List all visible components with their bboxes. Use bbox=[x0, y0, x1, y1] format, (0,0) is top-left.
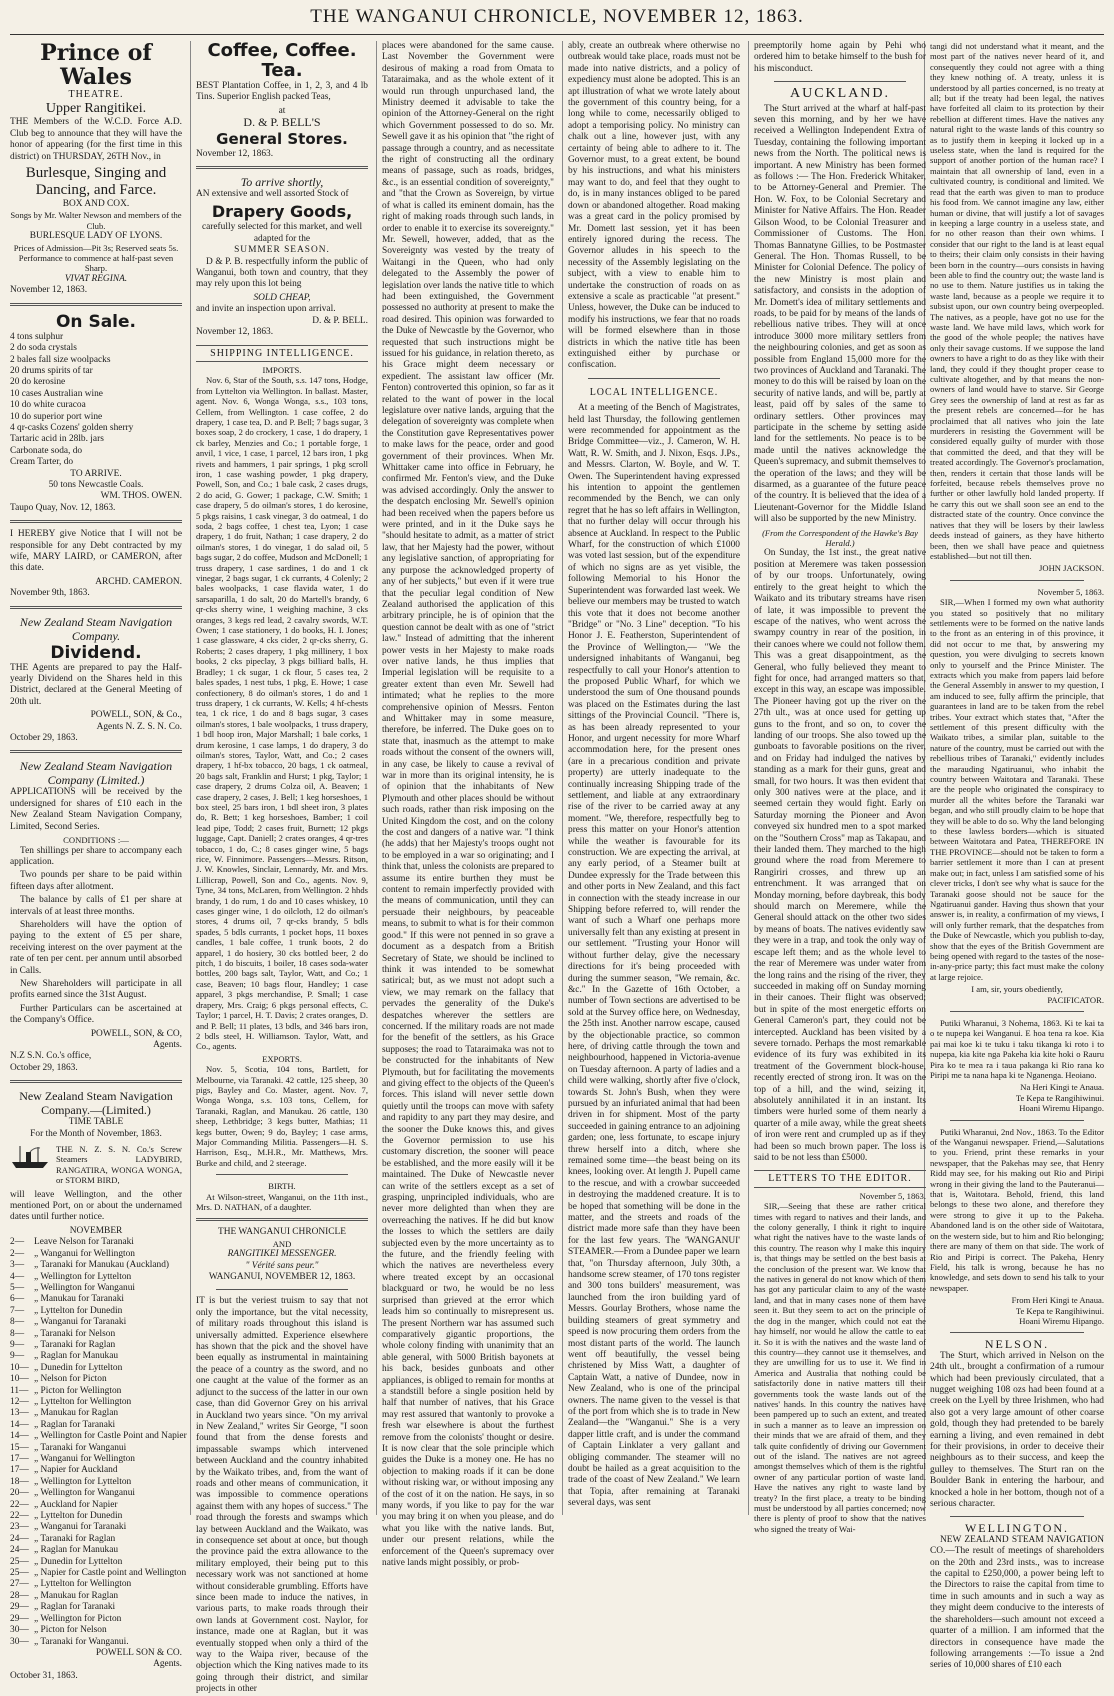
arrive-season: SUMMER SEASON. bbox=[234, 245, 330, 256]
timetable-date: 15— bbox=[10, 1442, 29, 1453]
timetable-intro bbox=[10, 1144, 182, 1186]
timetable-row bbox=[10, 1249, 182, 1260]
timetable-row bbox=[10, 1374, 182, 1385]
maori-sign-a: Na Heri Kingi te Anaua. bbox=[1020, 1082, 1104, 1093]
timetable-row bbox=[10, 1534, 182, 1545]
timetable-date: 27— bbox=[10, 1579, 29, 1590]
timetable-date: 17— bbox=[10, 1465, 29, 1476]
arrive-date: November 12, 1863. bbox=[196, 327, 274, 338]
timetable-date: 18— bbox=[10, 1476, 29, 1487]
topia-end: preemptorily home again by Pehi who ordered him to betake himself to the bush for his misconduct. bbox=[754, 41, 926, 74]
timetable-row bbox=[10, 1625, 182, 1636]
theatre-motto: VIVAT REGINA. bbox=[64, 273, 128, 284]
tt-title: TIME TABLE bbox=[68, 1117, 124, 1128]
timetable-date: 12— bbox=[10, 1396, 29, 1407]
nz2-p1: Ten shillings per share to accompany each application. bbox=[10, 845, 182, 867]
leader-continued: places were abandoned for the same cause. Last November the Government were desirous of making a road from Omata to Tataraimaka, and as the whole extent of it would run through unpurchased land, the Ministry deemed it advisable to take the opinion of the Attorney-General on the right which Government possessed to do so. Mr. Sewell gave it as his opinion that "the right of passage through a country, and as necessitate the right of constructing all the ordinary means of passage, such as roads, bridges, &c., is an essential condition of sovereignty," and "that the Crown as Sovereign, by virtue of what is called its eminent domain, has the right of making roads through such lands, in order to enable it to exercise its sovereignty." Mr. Sewell, however, added, that as the Sovereignty was vested by the treaty of Waitangi in the Queen, who had only delegated to the Assembly the power of legislation over lands the native title to which had been extinguished, the Government possessed no authority at present to make the road desired. This opinion was forwarded to the Duke of Newcastle by the Governor, who requested that such instructions might be issued for his guidance, in relation thereto, as his Grace might deem necessary or expedient. The assistant law officer (Mr. Fenton) controverted this opinion, so far as it related to the want of power in the local legislature over native lands, arguing that the delegation of sovereignty was complete when the Constitution gave Representatives power to make laws for the peace, order and good government of their provinces. When Mr. Whittaker came into office in February, he confirmed Mr. Fenton's view, and the Duke was advised accordingly. Only the answer to the despatch enclosing Mr. Sewell's opinion had been received when the papers before us were printed, and in it the Duke says he "should hesitate to admit, as a matter of strict law, that her Majesty had the power, without any legislative sanction, of appropriating for any purpose the acknowledged property of any of her subjects," but even if it were true that the peculiar legal condition of New Zealand authorised the application of this arbitrary principle, he is of opinion that the question cannot be dealt with as one of "strict law." Instead of admitting that the inherent power vests in her Majesty to make roads over native lands, he thus implies that Imperial legislation will be requisite to a greater extent than even Mr. Sewell had intimated; what he replies to the more comprehensive opinion of Messrs. Fenton and Whittaker may in some measure, therefore, be inferred. The Duke goes on to state that, inasmuch as the attempt to make roads without the consent of the owners will, in any case, be likely to cause a revival of war in more than its original intensity, he is of opinion that the inhabitants of New Plymouth and other places should be without such roads, rather than risk imposing on the United Kingdom the cost, and on the colony the cost and dangers of a native war. "I think (he adds) that her Majesty's troops ought not to be employed in a war so originating; and I think that, unless the colonists are prepared to assume its entire burthen they must be content to remain imperfectly provided with the means of communication, until they can persuade their neighbours, by peaceable means, to submit to what is for their common good." If this were not penned in so grave a document as a despatch from a British Secretary of State, we should be inclined to think it was intended to be somewhat satirical; but, as we must not adopt such a view, we may remark on the fallacy that pervades the generality of the Duke's despatches wherever the settlers are concerned. If the military roads are not made for the benefit of the settlers, as his Grace supposes; the road to Tataraimaka was not to be constructed for the inhabitants of New Plymouth, but for facilitating the movements and giving effect to the objects of the Queen's forces. This island will never settle down quietly until the troops can move with safety and rapidity to any part they may desire, and the sooner the Duke knows this, and gives the Governor permission to use his customary discretion, the sooner will peace be established, and the more easily will it be maintained. The Duke of Newcastle never can write of the settlers except as a set of grasping, unprincipled individuals, who are never more delighted than when they are overreaching the natives. If he did but know the losses to which the settlers are daily subjected even by the more uncertainty as to the future, and the friendly feeling with which the natives are nevertheless every where treated except by an occasional blackguard or two, he would be no less surprised than grieved at the error which leads him so continually to misrepresent us. The present Northern war has assumed such comparatively gigantic proportions, the whole colony finding with unanimity that an able general, with 5000 British bayonets at his back, besides gunboats and other appliances, is obliged to remain for months at a standstill before a single position held by half that number of natives, that his Grace may rest assured that wantonly to provoke a fresh war elsewhere is about the furthest remove from the colonists' thought or desire. It is now clear that the sole principle which guides the Duke is a money one. He has no objection to making roads if it can be done without risking war, or without imposing any of the cost of it on the nation. He says, in so many words, if you like to pay for the war you may bring it on when you please, and do what you like with the native lands. But, under our present relations, while the enforcement of the Queen's supremacy over native lands might possibly, or prob- bbox=[382, 41, 554, 1569]
nz1-body: THE Agents are prepared to pay the Half-yearly Dividend on the Shares held in this District, declared at the General Meeting of 20th ult. bbox=[10, 662, 182, 707]
tt-intro: will leave Wellington, and the other mentioned Port, on or about the undernamed dates until further notice. bbox=[10, 1189, 182, 1223]
maori-sign-c: Hoani Wiremu Hipango. bbox=[1019, 1103, 1104, 1114]
notice-body: I HEREBY give Notice that I will not be responsible for any Debt contracted by my wife, MARY LAIRD, or CAMERON, after this date. bbox=[10, 529, 182, 574]
timetable-route: „ Lyttelton for Dunedin bbox=[34, 1511, 123, 1522]
timetable-row bbox=[10, 1363, 182, 1374]
timetable-row bbox=[10, 1306, 182, 1317]
nz2-p5: New Shareholders will participate in all profits earned since the 31st August. bbox=[10, 978, 182, 1001]
tt-month-hd: NOVEMBER bbox=[69, 1225, 123, 1236]
nelson-hd: NELSON. bbox=[984, 1337, 1050, 1352]
paper-title: THE WANGANUI CHRONICLE bbox=[218, 1227, 346, 1238]
timetable-row bbox=[10, 1237, 182, 1248]
timetable-date: 25— bbox=[10, 1556, 29, 1567]
timetable-date: 30— bbox=[10, 1625, 29, 1636]
notice-date: November 9th, 1863. bbox=[10, 588, 90, 599]
timetable-row bbox=[10, 1283, 182, 1294]
timetable-row bbox=[10, 1591, 182, 1602]
column-1 bbox=[10, 40, 187, 1681]
nz1-date: October 29, 1863. bbox=[10, 733, 78, 744]
tt-signer: POWELL SON & CO. bbox=[95, 1647, 182, 1658]
maori-letter: Putiki Wharanui, 3 Nohema, 1863. Ki te kai ta o te nupepa kei Wanganui. E hoa tena ra koe. Kia pai mai koe ki te tuku i taku tikanga ki roto i to nupepa, kia kite nga Pakeha kia kite hoki o Rauru Pira ko te mea ra i taua pakanga ki Rio rana ko Piripi me ta nana hapa ki te Nganenga. Heoiano. bbox=[930, 1017, 1104, 1080]
auckland-text: The Sturt arrived at the wharf at half-past seven this morning, and by her we have received a Wellington Independent Extra of Tuesday, containing the following important news from the North. The political news is important. A new Ministry has been formed as follows :— The Hon. Frederick Whitaker, to be Attorney-General and Premier. The Hon. W. Fox, to be Colonial Secretary and Minister for Native Affairs. The Hon. Reader Gilson Wood, to be Colonial Treasurer and Commissioner of Customs. The Hon. Thomas Bannatyne Gillies, to be Postmaster General. The Hon. Thomas Russell, to be Minister for Colonial Defence. The policy of the new Ministry is most plain and satisfactory, and consists in the adoption of Mr. Domett's idea of military settlements and roads, to be paid for by means of the lands of rebellious native tribes. They will at once introduce 3000 more military settlers from the neighbouring colonies, and get as soon as possible from England 15,000 more for the two provinces of Auckland and Taranaki. The money to do this will be raised by loan on the security of native lands, and will be, partly at least, paid off by sales of the same to ordinary settlers. Other provinces may participate in the scheme by setting aside land for the settlements. No peace is to be made until the natives acknowledge the Queen's supremacy, and submit themselves to the operation of the laws; and they will be disarmed, as a guarantee of the future peace of the country. It is believed that the idea of a Lieutenant-Governor for the Middle Island will also be supported by the new Ministry. bbox=[754, 103, 926, 525]
wellington-text: NEW ZEALAND STEAM NAVIGATION CO.—The result of meetings of shareholders on the 20th and 23rd insts., was to increase the capital to £250,000, a power being left to the Directors to raise the capital from time to time in such amounts and in such a way as they might deem conducive to the interests of the shareholders—such amount not exceed a quarter of a million. I am informed that the directors in consequence have made the following arrangements :—To issue a 2nd series of 10,000 shares of £10 each bbox=[930, 1534, 1104, 1671]
timetable-route: „ Raglan for Taranaki bbox=[34, 1419, 116, 1430]
list-item: 2 do soda crystals bbox=[10, 343, 77, 354]
timetable-row bbox=[10, 1340, 182, 1351]
list-item: 10 cases Australian wine bbox=[10, 388, 103, 399]
wellington-hd: WELLINGTON. bbox=[964, 1521, 1070, 1536]
timetable-row bbox=[10, 1431, 187, 1442]
letters-hd: LETTERS TO THE EDITOR. bbox=[754, 1170, 926, 1187]
timetable-route: „ Taranaki for Wanganui bbox=[34, 1442, 127, 1453]
timetable-route: „ Lyttelton for Wellington bbox=[34, 1396, 132, 1407]
theatre-title: Prince of Wales bbox=[40, 40, 152, 90]
timetable-date: 10— bbox=[10, 1362, 29, 1373]
timetable-route: „ Wellington for Wanganui bbox=[34, 1282, 135, 1293]
timetable-row bbox=[10, 1545, 182, 1556]
timetable-date: 30— bbox=[10, 1636, 29, 1647]
letter-date: November 5, 1863. bbox=[859, 1190, 926, 1201]
nz2-title: New Zealand Steam Navigation Company (Limited.) bbox=[19, 759, 173, 788]
timetable-row bbox=[10, 1397, 182, 1408]
list-item: 2 bales fall size woolpacks bbox=[10, 354, 111, 365]
timetable-route: „ Taranaki for Raglan bbox=[34, 1533, 116, 1544]
steamship-icon bbox=[10, 1144, 50, 1170]
hawkes-hd: (From the Correspondent of the Hawke's Bay Herald.) bbox=[762, 527, 918, 549]
nz3-title: New Zealand Steam Navigation Company.—(Limited.) bbox=[19, 1089, 173, 1118]
leader-end: ably, create an outbreak where otherwise no outbreak would take place, roads must not be made into native districts, and a policy of expediency must alone be adopted. This is an apt illustration of what we wrote lately about the government of this country being, for a long while to come, necessarily obliged to adopt a temporising policy. No ministry can chalk out a line, however just, with any certainty of being able to adhere to it. The Governor must, to a great extent, be bound by his instructions, and what his ministers may want to do, and feel that they ought to do, is in many instances obliged to be pared down or abandoned altogether. Road making was a great card in the policy promised by Mr. Domett last session, yet it has been entirely ignored during the recess. The Governor alludes in his speech to the necessity of the Assembly legislating on the subject, with a view to enable him to undertake the construction of roads on as extensive a scale as practicable "at present." Unless, however, the Duke can be induced to modify his instructions, we fear that no roads will be formed elsewhere than in those districts in which the native title has been extinguished either by purchase or confiscation. bbox=[568, 41, 740, 371]
timetable-date: 9— bbox=[10, 1351, 25, 1362]
column-2 bbox=[196, 40, 368, 1695]
timetable-row bbox=[10, 1294, 182, 1305]
timetable-row bbox=[10, 1420, 182, 1431]
leader-text: IT is but the veriest truism to say that not only the importance, but the vital necessity, of military roads throughout this island is universally admitted. Experience elsewhere has shown that the pick and the shovel have been equally as instrumental in maintaining the peace of a country as the sword, and no one caught at the value of the former as an adjunct to the success of the latter in our own case, than did Governor Grey on his arrival in Auckland two years since. "On my arrival in New Zealand," writes Sir George, "I soon found that from the dense forests and impassable swamps which intervened between Auckland and the country inhabited by the Waikato tribes, and, from the want of roads and other means of communication, it was impossible to commence operations against them with any hopes of success." The road through the forests and swamps which lay between Auckland and the Waikato, was in consequence set about at once, but though the province paid the extra allowance to the military employed, their being put to this necessary work was not sanctioned at home without considerable grumbling. Efforts have since been made to induce the natives, in various parts, to make roads through their own lands at Government cost. Naylor, for instance, made one at Raglan, but it was eventually stopped when only a third of the way to the Waipa river, because of the objection which the King natives made to its going through their district, and similar projects in other bbox=[196, 1296, 368, 1695]
timetable bbox=[10, 1237, 187, 1648]
nz2-p4: Shareholders will have the option of paying to the extent of £5 per share, receiving interest on the over payment at the rate of ten per cent. per annum until absorbed in Calls. bbox=[10, 919, 182, 976]
timetable-route: „ Lyttelton for Dunedin bbox=[34, 1305, 123, 1316]
tt-ships: THE N. Z. S. N. Co.'s Screw Steamers LADYBIRD, RANGATIRA, WONGA WONGA, or STORM BIRD, bbox=[56, 1144, 182, 1186]
translation-sign-c: Hoani Wiremu Hipango. bbox=[1019, 1315, 1104, 1326]
timetable-date: 10— bbox=[10, 1374, 29, 1385]
timetable-row bbox=[10, 1511, 182, 1522]
timetable-route: „ Dunedin for Lyttelton bbox=[34, 1362, 123, 1373]
nz2-body: APPLICATIONS will be received by the undersigned for shares of £10 each in the New Zealand Steam Navigation Company, Limited, Second Series. bbox=[10, 787, 182, 832]
list-item: Tartaric acid in 28lb. jars bbox=[10, 434, 104, 445]
shipping-title: SHIPPING INTELLIGENCE. bbox=[196, 345, 368, 362]
timetable-row bbox=[10, 1351, 182, 1362]
coffee-title: Coffee, Coffee. Tea. bbox=[207, 40, 357, 81]
timetable-row bbox=[10, 1386, 182, 1397]
nz2-p2: Two pounds per share to be paid within fifteen days after allotment. bbox=[10, 870, 182, 892]
column-6 bbox=[930, 41, 1104, 1671]
nz2-date: October 29, 1863. bbox=[10, 1062, 78, 1073]
timetable-row bbox=[10, 1329, 182, 1340]
timetable-date: 22— bbox=[10, 1499, 29, 1510]
timetable-route: „ Auckland for Napier bbox=[34, 1499, 118, 1510]
timetable-date: 5— bbox=[10, 1282, 25, 1293]
arrive-body3: D & P. B. respectfully inform the public of Wanganui, both town and country, that they may rely upon this lot being bbox=[196, 256, 368, 290]
timetable-route: „ Raglan for Manukau bbox=[34, 1351, 119, 1362]
tt-agents: Agents. bbox=[153, 1659, 182, 1670]
timetable-row bbox=[10, 1477, 182, 1488]
timetable-route: „ Taranaki for Nelson bbox=[34, 1328, 116, 1339]
list-item: 20 do kerosine bbox=[10, 377, 66, 388]
arrive-body: AN extensive and well assorted Stock of bbox=[196, 189, 349, 200]
sale-list bbox=[10, 332, 182, 469]
timetable-row bbox=[10, 1408, 182, 1419]
timetable-row bbox=[10, 1272, 182, 1283]
timetable-row bbox=[10, 1602, 182, 1613]
timetable-row bbox=[10, 1568, 187, 1579]
column-3 bbox=[382, 41, 554, 1569]
auckland-hd: AUCKLAND. bbox=[789, 86, 891, 102]
list-item: Cream Tarter, do bbox=[10, 457, 74, 468]
timetable-row bbox=[10, 1614, 182, 1625]
letter-text: SIR,—Seeing that these are rather critical times with regard to natives and their lands, and the colony generally, I think it right to inquire what right the natives have to the waste lands of this country. The reason why I make this inquiry is, that things may be settled on the best basis at the conclusion of the present war. We know that the natives in general do not know which of them has got any particular claim to any of the waste land, and that in many cases none of them have seen it. But they seem to act on the principle of the dog in the manger, which could not eat the hay himself, nor would he allow the cattle to eat it. So it is with the natives and the waste land of this country—they cannot use it themselves, and they are unwilling for us to use it. We find in America and Australia that nothing could be satisfactorily done in native matters till their governments took the waste lands out of the natives' hands. In this country the natives have been pampered up to such an extent, and treated in such a manner as to leave an impression on their minds that we are afraid of them, and they talk quite confidently of driving our Government out of the island. The natives are not agreed amongst themselves which of them is the rightful owner of any particular portion of waste land. Have the natives any right to waste land by treaty? In the first place, a treaty to be binding must be understood by all parties concerned; now there is plenty of proof to show that the natives who signed the treaty of Wai- bbox=[754, 1201, 926, 1534]
timetable-row bbox=[10, 1522, 182, 1533]
list-item: Carbonate soda, do bbox=[10, 445, 83, 456]
arrive-body4: and invite an inspection upon arrival. bbox=[196, 304, 336, 315]
exports-hd: EXPORTS. bbox=[262, 1053, 302, 1064]
nz2-p3: The balance by calls of £1 per share at intervals of at least three months. bbox=[10, 895, 182, 917]
timetable-route: „ Taranaki for Raglan bbox=[34, 1339, 116, 1350]
timetable-route: Leave Nelson for Taranaki bbox=[34, 1237, 134, 1248]
coffee-at: at bbox=[278, 105, 286, 116]
theatre-body: THE Members of the W.C.D. Force A.D. Club beg to announce that they will have the honor of appearing (for the first time in this district) on THURSDAY, 26TH Nov., in bbox=[10, 117, 182, 162]
theatre-box: BOX AND COX. bbox=[62, 199, 130, 210]
timetable-row bbox=[10, 1260, 182, 1271]
timetable-route: „ Wanganui for Wellington bbox=[34, 1454, 135, 1464]
timetable-route: „ Taranaki for Wanganui. bbox=[34, 1636, 129, 1647]
nz2-agents: Agents. bbox=[153, 1040, 182, 1050]
timetable-date: 28— bbox=[10, 1590, 29, 1601]
timetable-date: 25— bbox=[10, 1568, 29, 1579]
list-item: 4 qr-casks Cozens' golden sherry bbox=[10, 422, 134, 433]
timetable-route: „ Wanganui for Taranaki bbox=[34, 1522, 127, 1533]
nz2-cond: CONDITIONS :— bbox=[63, 835, 129, 846]
maori-sign-b: Te Kepa te Rangihiwinui. bbox=[1015, 1092, 1104, 1103]
coffee-date: November 12, 1863. bbox=[196, 148, 274, 159]
timetable-route: „ Nelson for Picton bbox=[34, 1374, 107, 1385]
nelson-text: The Sturt, which arrived in Nelson on the 24th ult., brought a confirmation of a rumour which had been previously circulated, that a nugget weighing 108 ozs had been found at a creek on the Lyell by three Irishmen, who had also got a very large amount of other coarse gold, though they had pretended to be barely earning a living, and even remained in debt for their provisions, in order to deceive their neighbours as to their success, and keep the gulley to themselves. The Sturt ran on the Boulder Bank in entering the harbour, and knocked a hole in her bottom, though not of a serious character. bbox=[930, 1350, 1104, 1510]
sale-date: Taupo Quay, Nov. 12, 1863. bbox=[10, 502, 116, 513]
coffee-firm: D. & P. BELL'S bbox=[243, 115, 321, 130]
coffee-store: General Stores. bbox=[216, 129, 348, 148]
timetable-date: 29— bbox=[10, 1613, 29, 1624]
timetable-date: 4— bbox=[10, 1271, 25, 1282]
local-text: At a meeting of the Bench of Magistrates, held last Thursday, the following gentlemen were recommended for appointment as the Bridge Committee—viz., J. Cameron, W. H. Watt, R. W. Smith, and J. Nixon, Esqs. J.Ps., and Messrs. Clarton, W. Boyle, and W. T. Owen. The Superintendent having expressed his intention to appoint the gentlemen recommended by the Bench, we can only regret that he has so left affairs in Wellington, that no further delay will occur through his absence at Auckland. In respect to the Public Wharf, for the construction of which £1000 was voted last session, but of the expenditure of which no signs are as yet visible, the following Memorial to his Honor the Superintendent was forwarded last week. We believe our members may be trusted to watch this vote that it does not become another "Bridge" or "No. 3 Line" deception. "To his Honor J. E. Featherston, Superintendent of the Province of Wellington,— "We the undersigned inhabitants of Wanganui, beg respectfully to call your Honor's attention to the proposed Public Wharf, for which we understood the sum of One thousand pounds was placed on the Estimates during the last sittings of the Provincial Council. "There is, as has been already represented to your Honor, and urgent necessity for more Wharf accommodation here, for the present ones (are in a precarious condition and private property) are utterly inadequate to the continually increasing Shipping trade of the settlement, and liable at any extraordinary rise of the river to be carried away at any moment. "We, therefore, respectfully beg to press this matter on your Honor's attention while the weather is favourable for its construction. We are expecting the arrival, at any early period, of a Steamer built at Dundee expressly for the Trade between this and other ports in New Zealand, and this fact in connection with the steady increase in our Shipping before referred to, will render the want of such a Wharf one perhaps more universally felt than any existing at present in our settlement. "Trusting your Honor will without further delay, give the necessary directions for it's being proceeded with during the summer season, "We remain, &c. &c." In the Gazette of 16th October, a number of Town sections are advertised to be sold at the Survey office here, on Wednesday, the 25th inst. Another narrow escape, caused by the objectionable practice, so common here, of driving cattle through the town and neighbourhood, happened in Victoria-avenue on Tuesday afternoon. A party of ladies and a child were walking, shortly after five o'clock, towards St. John's Bush, when they were pursued by an infuriated animal that had been driven in for shipment. Most of the party succeeded in gaining entrance to an adjoining garden; one, less fortunate, to escape injury threw herself into a ditch, where she remained some time—the beast being on its knees, looking over. At length J. Pupell came to the rescue, and with a crowbar succeeded in destroying the maddened creature. It is to be hoped that something will be done in the matter, and the streets and roads of the district made more safe than they have been for the last few years. The 'WANGANUI' STEAMER.—From a Dundee paper we learn that, "on Thursday afternoon, July 30th, a handsome screw steamer, of 170 tons register and 300 tons builders' measurement, was launched from the iron building yard of Messrs. Gourlay Brothers, whose name the building steamers of great symmetry and speed is now procuring them orders from the most distant parts of the world. The launch went off beautifully, the vessel being christened by Miss Watt, a daughter of Captain Watt, a native of Dundee, now in New Zealand, who is one of the principal owners. The name given to the vessel is that of the port from which she is to trade in New Zealand—the "Wanganui." She is a very dapper little craft, and is under the command of Captain Linklater a very gallant and obliging commander. The steamer will no doubt be hailed as a great acquisition to the trade of the coast of New Zealand." We learn that Topia, after remaining at Taranaki several days, was sent bbox=[568, 403, 740, 1509]
timetable-date: 3— bbox=[10, 1260, 25, 1271]
column-5 bbox=[754, 41, 926, 1534]
list-item: 20 drums spirits of tar bbox=[10, 365, 93, 376]
sale-coals: 50 tons Newcastle Coals. bbox=[48, 479, 144, 490]
timetable-date: 29— bbox=[10, 1602, 29, 1613]
timetable-date: 14— bbox=[10, 1419, 29, 1430]
letter-continued: tangi did not understand what it meant, and the most part of the natives never heard of it, and consequently they could not agree with a thing they knew nothing of. A treaty, unless it is understood by all parties concerned, is no treaty at all; but if the treaty had been legal, the natives have forfeited all claim to its protection by their rebellion at different times. Have the natives any natural right to the waste lands of this country so as to justify them in keeping it locked up in a useless state, when the land is required for the support of another portion of the human race? I maintain that all ownership of land, even in a cultivated country, is conditional and limited. We read that the earth was given to man to produce his food from. We cannot imagine any law, either human or divine, that will justify a lot of savages in keeping a large country in a useless state, and for no other reason than their own whims. I consider that our right to the land is at least equal to theirs; their claim only consists in their having been born in the country—ours consists in having been able to find the country out; the waste land is no use to them. Nature justifies us in taking the waste land, because as a people we require it to subsist upon, our own country being overpeopled. The natives, as a people, have got no use for the waste land. We have mild laws, which work for the good of the whole people; the natives have only their savage customs. If we suppose the land owners to have a right to do as they like with their land, they could if they thought proper cease to cultivate altogether, and by that means the non-owners of land would have to starve. Sir George Grey sees the ownership of land at rest as far as the present rebels are concerned—for he has proclaimed that all natives who join the late murderers in resisting the Government will be considered equally guilty of murder with those that committed the deed, and that they will be treated accordingly. The Governor's proclamation, then, renders it certain that those lands will be forfeited, because rebels themselves prove no further or other lawfully hold landed property. If he carry this out we shall soon see an end to the distracted state of the country. Once convince the natives that they will be losers by their lawless deeds instead of gainers, as they have hitherto been, then we shall have peace and quietness established—but not till then. bbox=[930, 41, 1104, 561]
timetable-route: „ Wellington for Lyttelton bbox=[34, 1271, 132, 1282]
timetable-date: 8— bbox=[10, 1317, 25, 1328]
timetable-row bbox=[10, 1500, 182, 1511]
arrive-sold: SOLD CHEAP, bbox=[253, 292, 311, 303]
nz2-office: N.Z S.N. Co.'s office, bbox=[10, 1051, 92, 1062]
nz2-p6: Further Particulars can be ascertained at the Company's Office. bbox=[10, 1003, 182, 1026]
nz1-dividend: Dividend. bbox=[50, 642, 142, 663]
timetable-date: 20— bbox=[10, 1488, 29, 1499]
theatre-burlesque: BURLESQUE LADY OF LYONS. bbox=[29, 231, 163, 242]
exports-text: Nov. 5, Scotia, 104 tons, Bartlett, for Melbourne, via Taranaki. 42 cattle, 125 sheep, 30 pigs, Bayley and Co. Master, agent. Nov. 7, Wonga Wonga, s.s. 103 tons, Cellem, for Taranaki, Raglan, and Manukau. 26 cattle, 130 sheep, Lethbridge; 3 kegs butter, Mathias; 11 kegs butter, Owen; 9 do, Bayley; 1 case arms, Major Commanding Militia. Passengers—H. S. Harrison, Esq., M.H.R., Mr. Matthews, Mrs. Burke and child, and 2 steerage. bbox=[196, 1064, 368, 1168]
timetable-date: 24— bbox=[10, 1533, 29, 1544]
list-item: 10 do white curacoa bbox=[10, 400, 86, 411]
timetable-date: 22— bbox=[10, 1511, 29, 1522]
timetable-route: „ Napier for Castle point and Wellington bbox=[34, 1568, 187, 1579]
timetable-date: 17— bbox=[10, 1454, 29, 1464]
nz1-agents: Agents N. Z. S. N. Co. bbox=[96, 721, 182, 732]
timetable-row bbox=[10, 1443, 182, 1454]
imports-text: Nov. 6, Star of the South, s.s. 147 tons, Hodge, from Lyttelton via Wellington. In ballast. Master, agent. Nov. 6, Wonga Wonga, s.s., 103 tons, Cellem, from Wellington. 1 case coffee, 2 do drapery, 1 case tea, D. and P. Bell; 7 bags sugar, 3 boxes soap, 2 do crockery, 1 case, 1 do drapery, 1 ck barley, Menzies and Co.; 1 portable forge, 1 anvil, 1 vice, 1 case, 1 parcel, 12 bars iron, 1 pkg rivets and hammers, 1 pair springs, 1 pkg scroll iron, 1 case washing powder, 1 pkg drapery, Powell, Son, and Co.; 1 bale cask, 2 cases drugs, 2 do acid, G. Gower; 1 package, C.W. Smith; 1 case drapery, 5 do oilman's stores, 1 do kerosine, 5 pkgs raisins, 1 cask vinegar, 3 do oatmeal, 1 do soda, 2 bags coffee, 1 chest tea, Lyon; 1 case drapery, 1 do fruit, Nathan; 1 case drapery, 2 do oilman's stores, 1 do vinegar, 1 do salad oil, 5 bags sugar, 2 do coffee, Mudson and McDonell; 1 truss drapery, 1 case sardines, 1 do and 1 ck vinegar, 2 bags sugar, 1 ck currants, 4 Colenly; 2 bales woolpacks, 1 case flavida water, 1 do sarsaparilla, 1 do salt, 20 do Martell's brandy, 6 qr-cks sherry wine, 1 weighing machine, 3 cks oranges, 3 kegs red lead, 2 cavalry swords, W.T. Owen; 1 case stationery, 1 do books, H. I. Jones; 1 case glassware, 4 cks cider, 2 qr-cks sherry, G. Roberts; 2 cases drapery, 1 pkg millinery, 1 box books, 2 cks pipeclay, 3 pkgs billiard balls, H. Bradley; 1 ck sugar, 1 ck flour, 5 cases tea, 2 bales spades, 1 nest tubs, 1 pkg, E. Howe; 1 case confectionery, 8 do oilman's stores, 1 do and 1 truss drapery, 1 ck currants, W. Kells; 4 hf-chests tea, 1 ck rice, 1 do and 8 bags sugar, 3 cases oilman's stores, 1 bale woolpacks, 1 truss drapery, 1 bdl hoop iron, Major Marshall; 1 bale corks, 1 drum kerosine, 1 case lamps, 1 do drapery, 3 do oilman's stores, Taylor, Watt, and Co.; 2 cases drapery, 1 hf-bx tobacco, 20 bags, 1 ck oatmeal, 20 bags salt, Franklin and Hurst; 1 pkg, Taylor; 1 case drapery, 2 drums Colza oil, A. Beaven; 1 case drapery, 2 cases, J. Bell; 1 keg horseshoes, 1 box steel, 25 bars iron, 1 bdl sheet iron, 3 plates do, R. Bett; 1 keg horseshoes, Bamber; 1 coil lead pipe, Todd; 2 cases fruit, Burnett; 12 pkgs luggage, Capt. Daniell; 2 crates oranges, 4 qr-tres tobacco, 1 do, C.; 8 cases ginger wine, 5 bags rice, W. Finnimore. Passengers—Messrs. Ritson, J. W. Knowles, Sinclair, Lennardy, Mr. and Mrs. Lillicrap, Powell, Son and Co., agents. Nov. 9, Tyne, 34 tons, McLaren, from Wellington. 2 hhds brandy, 1 do rum, 1 do and 10 cases whiskey, 10 cases ginger wine, 1 do oilcloth, 12 do oilman's stores, 4 drums oil, 7 qr-cks brandy, 5 bdls spades, 5 bdls currants, 1 pocket hops, 11 boxes candles, 1 bale coffee, 1 trunk boots, 2 do apparel, 1 do hosiery, 30 cks bottled beer, 2 do pitch, 1 do biscuits, 1 boiler, 18 cases soda-water bottles, 200 bags salt, Taylor, Watt, and Co.; 1 case, Beaven; 10 bags flour, Handley; 1 case apparel, 3 pkgs merchandise, P. Small; 1 case drapery, Mrs. Craig; 6 pkgs personal effects, C. Taylor; 1 parcel, H. T. Davis; 2 crates oranges, D. and P. Bell; 11 plates, 13 bdls, and 346 bars iron, 2 bdls steel, H. Williamson. Taylor, Watt, and Co., agents. bbox=[196, 375, 368, 1052]
timetable-date: 14— bbox=[10, 1431, 29, 1442]
notice-signer: ARCHD. CAMERON. bbox=[95, 576, 182, 587]
timetable-row bbox=[10, 1579, 182, 1590]
tt-month: For the Month of November, 1863. bbox=[30, 1128, 162, 1139]
timetable-date: 11— bbox=[10, 1385, 29, 1396]
imports-hd: IMPORTS. bbox=[262, 364, 302, 375]
translation-letter: Putiki Wharanui, 2nd Nov., 1863. To the Editor of the Wanganui newspaper. Friend,—Salutations to you. Friend, print these remarks in your newspaper, that the Pakehas may see, that Henry Ridd may see, for his making out Rio and Piripi wrong in their giving the land to the Pauteranui—that is, Waitotara. Behold, friend, this land belongs to these two alone, and therefore they were strong to give it up to the Pakeha. Abandoned land is on the other side of Waitotara, on the western side, but to him and Rio belonging; there are many of them on that side. The work of Rio and Piripi is correct. The Pakeha, Henry Field, his talk is wrong, because he has no knowledge, and sets down to send his talk to your newspaper. bbox=[930, 1126, 1104, 1293]
timetable-route: „ Wellington for Picton bbox=[34, 1613, 122, 1624]
arrive-signer: D. & P. BELL. bbox=[312, 315, 368, 326]
nz1-signer: POWELL, SON, & Co., bbox=[90, 710, 182, 721]
theatre-date: November 12, 1863. bbox=[10, 285, 88, 296]
masthead: THE WANGANUI CHRONICLE, NOVEMBER 12, 1863. bbox=[10, 0, 1104, 35]
timetable-row bbox=[10, 1317, 182, 1328]
birth-hd: BIRTH. bbox=[268, 1181, 296, 1192]
arrive-body2: carefully selected for this market, and well adapted for the bbox=[201, 222, 363, 244]
sale-title: On Sale. bbox=[55, 311, 136, 332]
timetable-route: „ Picton for Wellington bbox=[34, 1385, 122, 1396]
timetable-route: „ Wanganui for Wellington bbox=[34, 1248, 135, 1259]
timetable-route: „ Manukau for Raglan bbox=[34, 1408, 119, 1419]
translation-sign-a: From Heri Kingi te Anaua. bbox=[1011, 1295, 1104, 1306]
timetable-route: „ Wellington for Lyttelton bbox=[34, 1476, 132, 1487]
newspaper-page bbox=[10, 35, 1104, 1695]
timetable-row bbox=[10, 1637, 182, 1648]
tt-date: October 31, 1863. bbox=[10, 1670, 78, 1681]
timetable-date: 9— bbox=[10, 1339, 25, 1350]
theatre-songs: Songs by Mr. Walter Newson and members of the Club. bbox=[10, 210, 182, 231]
arrive-title: To arrive shortly, bbox=[240, 175, 324, 190]
timetable-date: 2— bbox=[10, 1248, 25, 1259]
timetable-route: „ Wellington for Wanganui bbox=[34, 1488, 135, 1499]
timetable-row bbox=[10, 1465, 182, 1476]
timetable-date: 24— bbox=[10, 1545, 29, 1556]
hawkes-text: On Sunday, the 1st inst., the great native position at Meremere was taken possession of by our troops. Unfortunately, owing entirely to the great height to which the Waikato and its tributary streams have risen of late, it was impossible to prevent the escape of the natives, who went across the swampy country in rear of the position, in their canoes where we could not follow them. This was a great disappointment, as the General, who fully believed they meant to fight for once, had arranged matters so that, except in this way, an escape was impossible. The Pioneer having got up the river on the 27th ult., was at once used for getting up guns to the front, and so on, to cover the landing of our troops. She also towed up the gunboats to favorable positions on the river, and on Friday had indulged the natives by standing as a mark for their guns, great and small, for two hours. It was then evident that only 300 natives were at the place, and it seemed certain they would fight. Early on Saturday morning the Pioneer and Avon conveyed six hundred men to a spot marked on the "Southern Cross" map as Takapau, and their landed them. They marched to the high ground where the road from Meremere to Rangiriri crosses, and threw up an entrenchment. It was arranged that on Monday morning, before daybreak, this body should march on Meremere, while the General should attack on the other two sides by means of boats. The natives evidently saw they were in a trap, and took the only way of escape left them; and as the whole level to the rear of Meremere was under water from the long rains and the rising of the river, they succeeded in making off on Sunday morning in their canoes. Their flight was observed; but in spite of the most energetic efforts on General Cameron's part, they could not be intercepted. Auckland has been visited by a severe tornado. Perhaps the most remarkable evidence of its fury was exhibited in its treatment of the Government block-house, recently erected of strong iron. It was on the top of a hill, and the wind, seizing it, absolutely annihilated it in an instant. Its timbers were hurled some of them nearly a quarter of a mile away, while the great sheets of iron were rent and crumpled up as if they had been so much brown paper. The loss is said to be not less than £5000. bbox=[754, 548, 926, 1163]
paper-and: AND bbox=[272, 1238, 292, 1249]
timetable-route: „ Dunedin for Lyttelton bbox=[34, 1556, 123, 1567]
timetable-date: 7— bbox=[10, 1305, 25, 1316]
timetable-route: „ Raglan for Taranaki bbox=[34, 1602, 116, 1613]
timetable-date: 13— bbox=[10, 1408, 29, 1419]
timetable-route: „ Picton for Nelson bbox=[34, 1625, 107, 1636]
local-hd: LOCAL INTELLIGENCE. bbox=[589, 386, 719, 398]
translation-sign-b: Te Kepa te Rangihiwinui. bbox=[1015, 1305, 1104, 1316]
timetable-date: 2— bbox=[10, 1237, 25, 1248]
paper-sub: RANGITIKEI MESSENGER. bbox=[227, 1249, 337, 1260]
timetable-route: „ Taranaki for Manukau (Auckland) bbox=[34, 1260, 170, 1271]
column-4 bbox=[568, 41, 740, 1515]
paper-motto: " Vérité sans peur." bbox=[245, 1260, 319, 1271]
timetable-route: „ Raglan for Manukau bbox=[34, 1545, 119, 1556]
timetable-route: „ Manukau for Raglan bbox=[34, 1590, 119, 1601]
timetable-route: „ Wellington for Castle Point and Napier bbox=[34, 1431, 187, 1442]
timetable-route: „ Napier for Auckland bbox=[34, 1465, 118, 1476]
timetable-date: 23— bbox=[10, 1522, 29, 1533]
theatre-place: Upper Rangitikei. bbox=[45, 101, 147, 117]
nz1-title: New Zealand Steam Navigation Company. bbox=[19, 614, 173, 643]
timetable-date: 6— bbox=[10, 1294, 25, 1305]
coffee-body: BEST Plantation Coffee, in 1, 2, 3, and 4 lb Tins. Superior English packed Teas, bbox=[196, 81, 368, 103]
letter2-text: SIR,—When I formed my own what authority you stated so positively that no military settlements were to be formed on the native lands to the front as an entering in of this province, it did not occur to me that, by answering my question, you were divulging to secrets known only to yourself and the Prince Minister. The extracts which you make from papers laid before the General Assembly in answer to my question, I am induced to see, fully affirm the principle, that guarantees in land are to be taken from the rebel tribes. Your extract which states that, "After the settlement of this present difficulty with the Waikato tribes, a similar plan, suitable to the nature of the country, must be carried out with the rebellious tribes of Taranaki," evidently includes the marauding Ngatiruanui, who inhabit the country between Waitotara and Taranaki. These are the people who originated the conspiracy to murder all the whites before the Taranaki war began, and who still proudly claim to be hope that they will be able to do so. Why the land belonging to these lawless borders—which is situated between Waitotara and Patea, THEREFORE IN THE PROVINCE—should not be taken to form a barrier settlement it more than I can at present make out; in fact, unless I am satisfied some of his clever tricks, I don't see why what is sauce for the Taranaki goose should not be sauce for the Ngatiruanui gander. Having thus shown that your answer is, in reality, a confirmation of my views, I will only further remark, that the despatches from the Duke of Newcastle, which you publish to-day, show that the eyes of the British Government are being opened with regard to the tastes of the nose-in-any-price party; this fact must make the colony at large rejoice. bbox=[930, 597, 1104, 982]
paper-dateline: WANGANUI, NOVEMBER 12, 1863. bbox=[208, 1272, 356, 1283]
arrive-goods: Drapery Goods, bbox=[211, 202, 353, 222]
timetable-row bbox=[10, 1557, 182, 1568]
timetable-date: 8— bbox=[10, 1328, 25, 1339]
letter2-sign: PACIFICATOR. bbox=[1047, 994, 1104, 1005]
letter-sign-1: JOHN JACKSON. bbox=[1039, 563, 1104, 574]
timetable-route: „ Wanganui for Taranaki bbox=[34, 1317, 127, 1328]
birth-text: At Wilson-street, Wanganui, on the 11th inst., Mrs. D. NATHAN, of a daughter. bbox=[196, 1191, 368, 1212]
sale-signer: WM. THOS. OWEN. bbox=[100, 491, 182, 502]
list-item: 4 tons sulphur bbox=[10, 331, 64, 342]
list-item: 10 do superior port wine bbox=[10, 411, 103, 422]
theatre-show: Burlesque, Singing and Dancing, and Farce. bbox=[25, 165, 167, 199]
theatre-prices: Prices of Admission—Pit 3s; Reserved seats 5s. Performance to commence at half-past seven Sharp. bbox=[13, 242, 179, 274]
timetable-row bbox=[10, 1488, 182, 1499]
timetable-row bbox=[10, 1454, 182, 1465]
sale-arrive: TO ARRIVE. bbox=[70, 468, 122, 479]
timetable-route: „ Manukau for Taranaki bbox=[34, 1294, 125, 1305]
letter2-date: November 5, 1863. bbox=[1037, 586, 1104, 597]
theatre-word: THEATRE. bbox=[68, 89, 124, 100]
timetable-route: „ Lyttelton for Wellington bbox=[34, 1579, 132, 1590]
nz2-signer: POWELL, SON, & CO, bbox=[90, 1028, 182, 1039]
letter2-sign-a: I am, sir, yours obediently, bbox=[971, 984, 1063, 995]
